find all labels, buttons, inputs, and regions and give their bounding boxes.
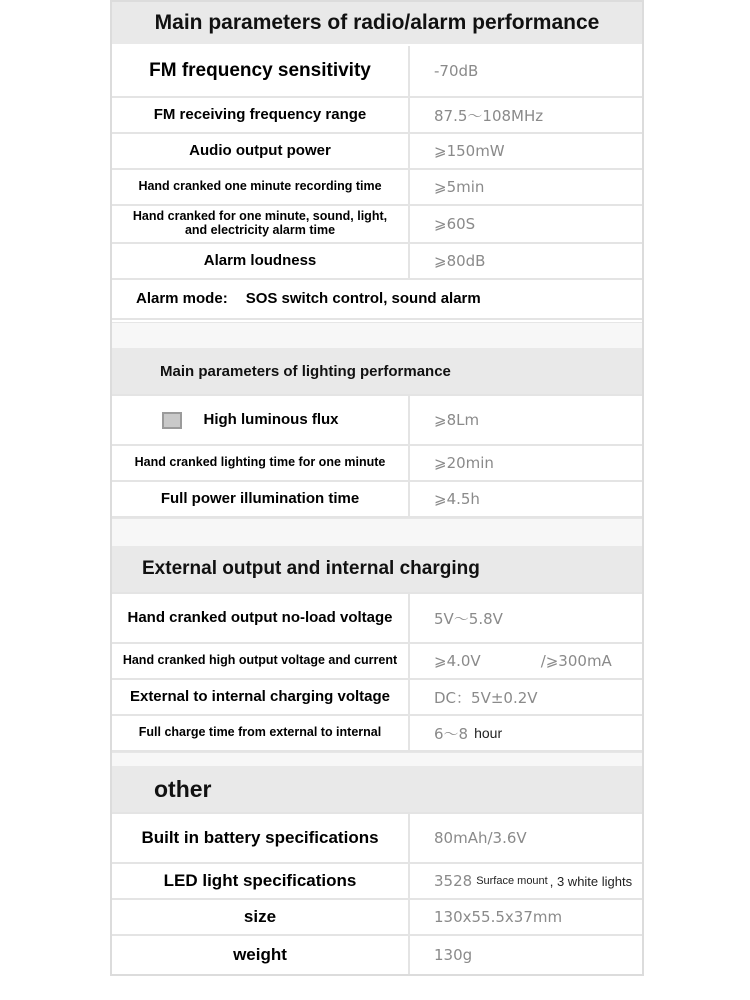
spec-label: FM receiving frequency range: [112, 98, 410, 132]
spec-table: [110, 0, 644, 976]
spec-row: [112, 170, 642, 206]
spec-label: Hand cranked high output voltage and current: [112, 644, 410, 678]
spec-row: [112, 900, 642, 936]
spec-row: [112, 644, 642, 680]
spec-note: Surface mount: [476, 875, 548, 887]
spec-value: ⩾80dB: [434, 252, 486, 270]
spec-row: [112, 206, 642, 244]
spec-label: weight: [112, 936, 410, 974]
spec-row: [112, 46, 642, 98]
section-header-lighting: [112, 348, 642, 394]
spec-row: [112, 98, 642, 134]
spec-value: 3528: [434, 872, 473, 890]
spec-label: Hand cranked lighting time for one minute: [112, 446, 410, 480]
spec-label: Alarm loudness: [112, 244, 410, 278]
spec-label: Full charge time from external to internal: [112, 716, 410, 750]
spec-unit: hour: [474, 725, 503, 741]
spec-row: [112, 812, 642, 864]
spec-value: -70dB: [434, 62, 479, 80]
alarm-mode-value: SOS switch control, sound alarm: [245, 289, 481, 307]
spec-row: [112, 680, 642, 716]
spec-row: [112, 592, 642, 644]
lamp-icon: [162, 412, 182, 429]
spec-row: [112, 446, 642, 482]
spec-label: Built in battery specifications: [112, 814, 410, 862]
spec-row: [112, 394, 642, 446]
spec-value: ⩾150mW: [434, 142, 505, 160]
spec-value: ⩾4.5h: [434, 490, 480, 508]
section-spacer: [112, 518, 642, 546]
spec-row: [112, 864, 642, 900]
spec-value: 130g: [434, 946, 473, 964]
spec-value: ⩾20min: [434, 454, 494, 472]
section-header-radio: [112, 2, 642, 44]
spec-label: External to internal charging voltage: [112, 680, 410, 714]
spec-value: 6～8: [434, 724, 469, 743]
spec-label: Hand cranked for one minute, sound, light, and electricity alarm time: [112, 206, 410, 242]
spec-label: size: [112, 900, 410, 934]
spec-value: DC：5V±0.2V: [434, 688, 538, 707]
spec-label: Full power illumination time: [112, 482, 410, 516]
section-title: other: [154, 775, 212, 802]
section-spacer: [112, 322, 642, 348]
spec-row: [112, 716, 642, 752]
spec-row: [112, 482, 642, 518]
section-title: Main parameters of radio/alarm performance: [154, 11, 600, 34]
section-spacer: [112, 752, 642, 766]
spec-value: ⩾4.0V: [434, 652, 481, 670]
spec-value: ⩾60S: [434, 215, 476, 233]
spec-row: [112, 244, 642, 280]
spec-row: [112, 936, 642, 974]
spec-row: [112, 134, 642, 170]
spec-value: 80mAh/3.6V: [434, 829, 527, 847]
spec-label: High luminous flux: [203, 410, 339, 428]
spec-label: Hand cranked one minute recording time: [112, 170, 410, 204]
spec-value-current: /⩾300mA: [540, 652, 612, 670]
alarm-mode-row: [112, 280, 642, 320]
alarm-mode-label: Alarm mode:: [136, 289, 228, 307]
spec-value: ⩾5min: [434, 178, 485, 196]
spec-label: Audio output power: [112, 134, 410, 168]
section-title: Main parameters of lighting performance: [160, 362, 451, 380]
section-header-charging: [112, 546, 642, 592]
section-title: External output and internal charging: [142, 558, 480, 579]
spec-value: 87.5～108MHz: [434, 106, 544, 125]
spec-note-lights: , 3 white lights: [549, 873, 633, 889]
spec-label: FM frequency sensitivity: [112, 46, 410, 96]
spec-label: Hand cranked output no-load voltage: [112, 594, 410, 642]
spec-value: ⩾8Lm: [434, 411, 480, 429]
spec-label: LED light specifications: [112, 864, 410, 898]
spec-value: 130x55.5x37mm: [434, 908, 563, 926]
section-header-other: [112, 766, 642, 812]
spec-value: 5V～5.8V: [434, 609, 503, 628]
